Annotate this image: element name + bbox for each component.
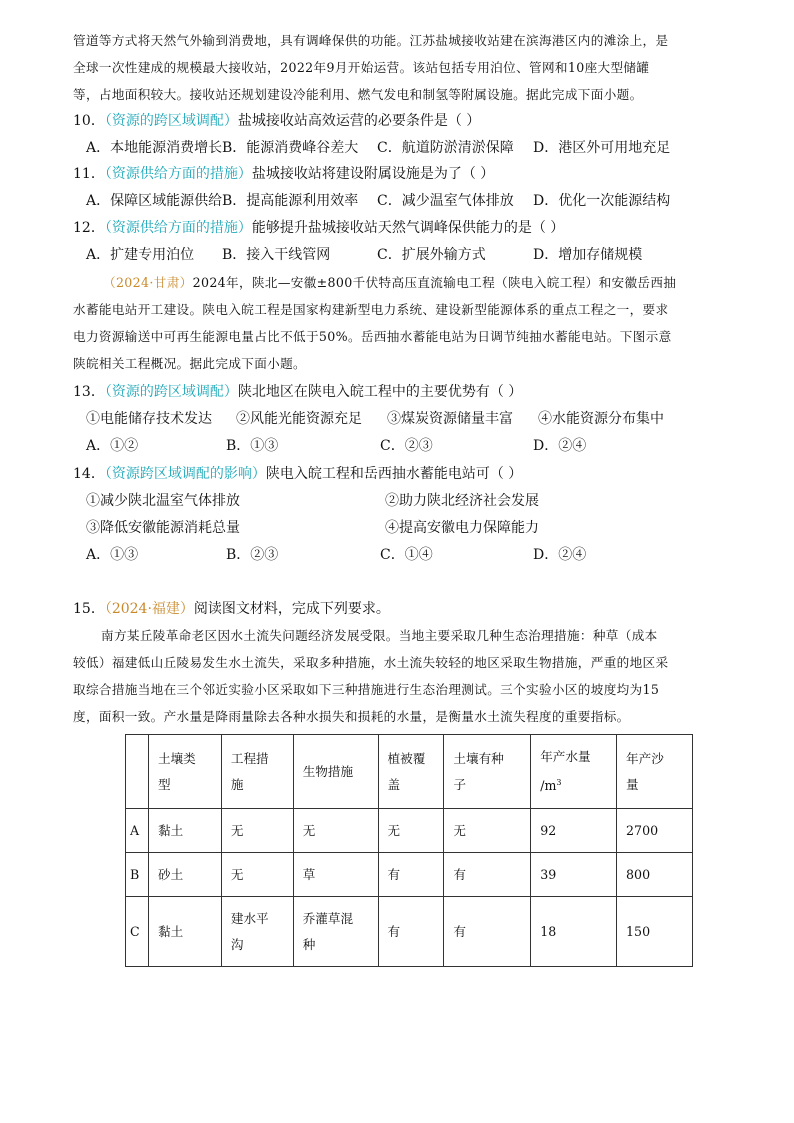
source-tag: （2024·福建）	[104, 601, 194, 617]
statement-4: ④水能资源分布集中	[538, 411, 664, 427]
question-number: 13．	[73, 384, 105, 400]
table-row	[126, 809, 693, 853]
question-text: 盐城接收站将建设附属设施是为了（ ）	[251, 166, 495, 182]
option-d[interactable]: D．②④	[533, 438, 587, 454]
topic-tag: （资源的跨区域调配）	[104, 113, 238, 129]
passage-line: 陕皖相关工程概况。据此完成下面小题。	[73, 356, 306, 371]
passage-line: 管道等方式将天然气外输到消费地，具有调峰保供的功能。江苏盐城接收站建在滨海港区内的滩涂上，是	[73, 33, 669, 48]
passage-line: 较低）福建低山丘陵易发生水土流失，采取多种措施，水土流失较轻的地区采取生物措施，严重的地区采	[73, 655, 669, 670]
table-cell: 2700	[617, 809, 693, 853]
question-10-stem	[73, 112, 480, 130]
passage-line: 水蓄能电站开工建设。陕电入皖工程是国家构建新型电力系统、建设新型能源体系的重点工程之一，要求	[73, 302, 669, 317]
option-b[interactable]: B．提高能源利用效率	[222, 193, 359, 209]
question-12-stem	[73, 219, 564, 237]
option-a[interactable]: A．①③	[86, 547, 139, 563]
table-cell: 无	[293, 809, 378, 853]
statement-2: ②助力陕北经济社会发展	[385, 493, 539, 509]
option-a[interactable]: A．保障区域能源供给	[86, 193, 223, 209]
passage-line: 南方某丘陵革命老区因水土流失问题经济发展受限。当地主要采取几种生态治理措施：种草（成本	[101, 628, 658, 643]
question-13-stem	[73, 383, 522, 401]
statement-3: ③降低安徽能源消耗总量	[86, 520, 240, 536]
table-row	[126, 897, 693, 967]
statement-1: ①电能储存技术发达	[86, 411, 212, 427]
option-a[interactable]: A．扩建专用泊位	[86, 247, 195, 263]
table-header-cell: 生物措施	[293, 735, 378, 809]
question-number: 12．	[73, 220, 105, 236]
option-c[interactable]: C．扩展外输方式	[377, 247, 486, 263]
experiment-table	[125, 734, 693, 967]
passage-line	[103, 274, 676, 292]
topic-tag: （资源供给方面的措施）	[104, 166, 252, 182]
question-number: 14．	[73, 466, 105, 482]
table-cell: 无	[378, 809, 444, 853]
table-cell: 18	[531, 897, 617, 967]
option-b[interactable]: B．②③	[226, 547, 279, 563]
table-cell: 草	[293, 853, 378, 897]
table-cell: 建水平 沟	[221, 897, 293, 967]
option-d[interactable]: D．港区外可用地充足	[533, 140, 671, 156]
question-text: 阅读图文材料，完成下列要求。	[193, 601, 390, 617]
option-b[interactable]: B．接入干线管网	[222, 247, 331, 263]
question-11-stem	[73, 165, 494, 183]
table-row	[126, 853, 693, 897]
passage-line: 等，占地面积较大。接收站还规划建设冷能利用、燃气发电和制氢等附属设施。据此完成下面小题。	[73, 87, 643, 102]
question-text: 陕北地区在陕电入皖工程中的主要优势有（ ）	[237, 384, 523, 400]
topic-tag: （资源的跨区域调配）	[104, 384, 238, 400]
passage-text: 2024年，陕北—安徽±800千伏特高压直流输电工程（陕电入皖工程）和安徽岳西抽	[192, 275, 677, 290]
passage-line: 电力资源输送中可再生能源电量占比不低于50%。岳西抽水蓄能电站为日调节纯抽水蓄能电站。下图示意	[73, 329, 672, 344]
table-cell: 砂土	[148, 853, 221, 897]
question-number: 15．	[73, 601, 105, 617]
table-header-cell	[126, 735, 149, 809]
table-cell: 800	[617, 853, 693, 897]
table-cell: 39	[531, 853, 617, 897]
option-d[interactable]: D．②④	[533, 547, 587, 563]
topic-tag: （资源跨区域调配的影响）	[104, 466, 266, 482]
question-15-stem	[73, 600, 390, 618]
topic-tag: （资源供给方面的措施）	[104, 220, 252, 236]
table-header-cell: 土壤有种 子	[444, 735, 531, 809]
table-cell: 92	[531, 809, 617, 853]
table-cell: 有	[444, 853, 531, 897]
table-cell: 黏土	[148, 809, 221, 853]
statement-3: ③煤炭资源储量丰富	[387, 411, 513, 427]
option-c[interactable]: C．②③	[380, 438, 433, 454]
table-header-cell: 植被覆 盖	[378, 735, 444, 809]
option-c[interactable]: C．①④	[380, 547, 433, 563]
table-header-cell: 土壤类 型	[148, 735, 221, 809]
statement-2: ②风能光能资源充足	[236, 411, 362, 427]
table-cell: 无	[444, 809, 531, 853]
question-number: 10．	[73, 113, 105, 129]
option-b[interactable]: B．能源消费峰谷差大	[222, 140, 359, 156]
question-text: 陕电入皖工程和岳西抽水蓄能电站可（ ）	[265, 466, 523, 482]
passage-line: 全球一次性建成的规模最大接收站，2022年9月开始运营。该站包括专用泊位、管网和10座大型储罐	[73, 60, 650, 75]
option-a[interactable]: A．本地能源消费增长	[86, 140, 223, 156]
option-c[interactable]: C．减少温室气体排放	[377, 193, 514, 209]
option-a[interactable]: A．①②	[86, 438, 139, 454]
table-header-row	[126, 735, 693, 809]
table-header-cell: 年产沙 量	[617, 735, 693, 809]
table-cell: 乔灌草混 种	[293, 897, 378, 967]
option-d[interactable]: D．优化一次能源结构	[533, 193, 671, 209]
table-cell: C	[126, 897, 149, 967]
table-cell: 黏土	[148, 897, 221, 967]
question-text: 能够提升盐城接收站天然气调峰保供能力的是（ ）	[251, 220, 565, 236]
option-b[interactable]: B．①③	[226, 438, 279, 454]
option-c[interactable]: C．航道防淤清淤保障	[377, 140, 514, 156]
passage-line: 度，面积一致。产水量是降雨量除去各种水损失和损耗的水量，是衡量水土流失程度的重要指标。	[73, 709, 630, 724]
table-cell: 有	[378, 853, 444, 897]
table-header-cell: 工程措 施	[221, 735, 293, 809]
question-number: 11．	[73, 166, 105, 182]
table-cell: 无	[221, 853, 293, 897]
source-tag: （2024·甘肃）	[103, 275, 193, 290]
statement-4: ④提高安徽电力保障能力	[385, 520, 539, 536]
passage-line: 取综合措施当地在三个邻近实验小区采取如下三种措施进行生态治理测试。三个实验小区的坡度均为15	[73, 682, 660, 697]
table-header-cell: 年产水量 $/m^3$	[531, 735, 617, 809]
table-cell: 有	[444, 897, 531, 967]
question-14-stem	[73, 465, 522, 483]
option-d[interactable]: D．增加存储规模	[533, 247, 643, 263]
table-cell: 有	[378, 897, 444, 967]
table-cell: 150	[617, 897, 693, 967]
table-cell: B	[126, 853, 149, 897]
question-text: 盐城接收站高效运营的必要条件是（ ）	[237, 113, 481, 129]
table-cell: 无	[221, 809, 293, 853]
table-cell: A	[126, 809, 149, 853]
statement-1: ①减少陕北温室气体排放	[86, 493, 240, 509]
